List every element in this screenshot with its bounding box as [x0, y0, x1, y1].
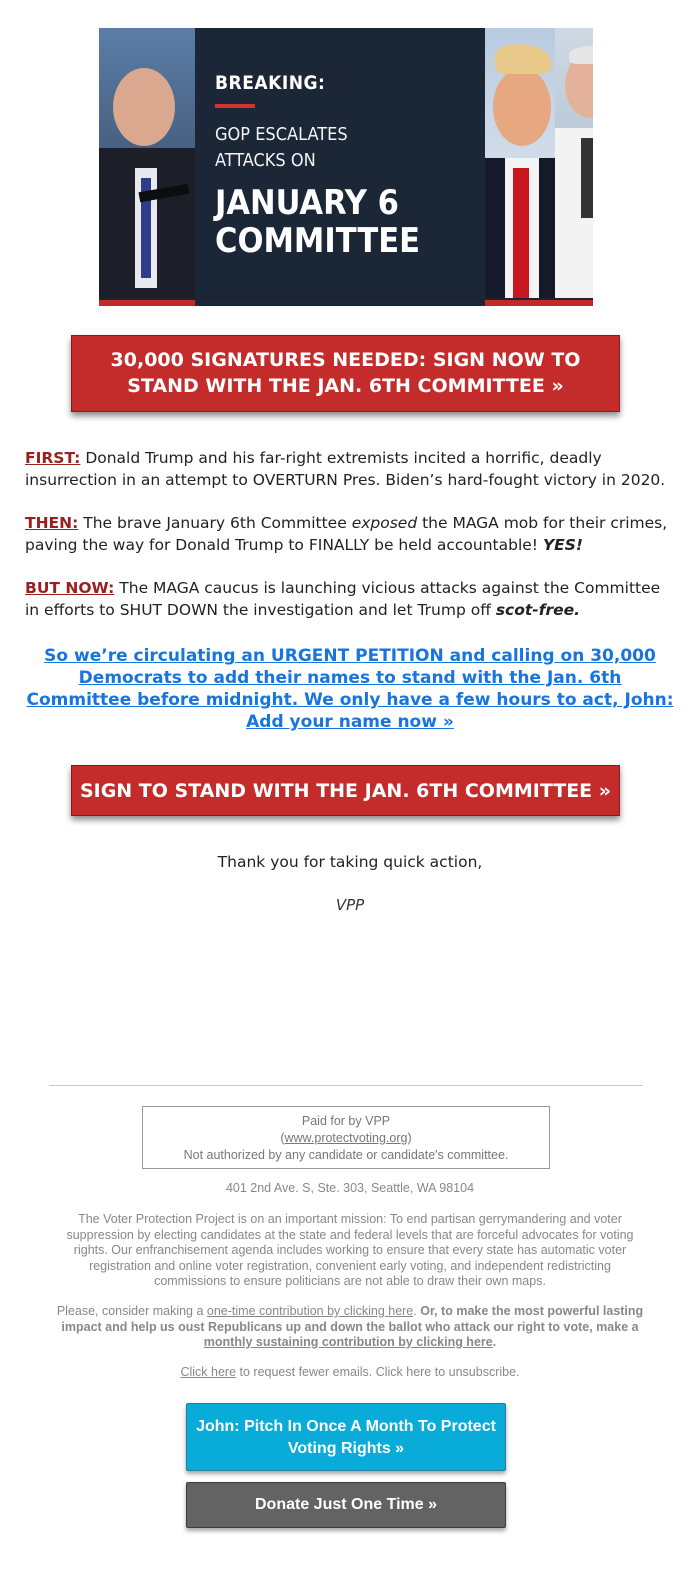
- not-authorized-text: Not authorized by any candidate or candidate's committee.: [183, 1148, 509, 1162]
- unsubscribe-link[interactable]: to request fewer emails. Click here to unsubscribe.: [236, 1365, 520, 1379]
- banner-photo-3: [555, 28, 593, 298]
- banner-accent-line: [215, 104, 255, 108]
- now-lead-link[interactable]: BUT NOW:: [25, 579, 115, 597]
- footer-divider: [49, 1085, 643, 1086]
- one-time-donate-button[interactable]: Donate Just One Time »: [186, 1482, 506, 1528]
- paragraph-first: FIRST: Donald Trump and his far-right extremists incited a horrific, deadly insurrection in an attempt to OVERTURN Pres. Biden’s hard-fought victory in 2020.: [25, 449, 666, 489]
- website-link[interactable]: www.protectvoting.org: [284, 1131, 408, 1145]
- banner-headline-2: COMMITTEE: [215, 221, 421, 261]
- banner-headline-1: JANUARY 6: [215, 183, 399, 223]
- banner-subtitle-1: GOP ESCALATES: [215, 124, 348, 145]
- mailing-address: 401 2nd Ave. S, Ste. 303, Seattle, WA 98104: [225, 1181, 475, 1195]
- monthly-donate-button[interactable]: John: Pitch In Once A Month To Protect Voting Rights »: [186, 1403, 506, 1471]
- sign-petition-bottom-button[interactable]: SIGN TO STAND WITH THE JAN. 6TH COMMITTEE »: [71, 765, 620, 816]
- mission-statement: The Voter Protection Project is on an important mission: To end partisan gerrymandering and voter suppression by electing candidates at the state and federal levels that are forceful advocates for voting rights. Our enfranchisement agenda includes working to ensure that every state has automatic voter registration and online voter registration, convenient early voting, and independent redistricting commissions to ensure politicians are not able to draw their own maps.: [66, 1212, 634, 1288]
- paid-for-text: Paid for by VPP: [301, 1114, 391, 1128]
- paid-for-box: Paid for by VPP (www.protectvoting.org) Not authorized by any candidate or candidate's committee.: [142, 1106, 550, 1169]
- then-lead-link[interactable]: THEN:: [25, 514, 79, 532]
- banner-text-panel: [195, 28, 485, 298]
- header-banner-image[interactable]: [99, 28, 593, 306]
- thank-you-text: Thank you for taking quick action,: [217, 853, 483, 871]
- first-lead-link[interactable]: FIRST:: [25, 449, 81, 467]
- unsubscribe-text: [55, 1365, 645, 1381]
- one-time-contribution-link[interactable]: one-time contribution by clicking here: [206, 1304, 414, 1318]
- paragraph-but-now: BUT NOW: The MAGA caucus is launching vicious attacks against the Committee in efforts to SHUT DOWN the investigation and let Trump off scot-free.: [25, 579, 661, 619]
- banner-photo-left: [99, 28, 195, 298]
- contribution-text: Please, consider making a one-time contribution by clicking here. Or, to make the most powerful lasting impact and help us oust Republicans up and down the ballot who attack our right to vote, make a monthly sustaining contribution by clicking here.: [56, 1304, 644, 1349]
- banner-subtitle-2: ATTACKS ON: [215, 150, 316, 171]
- urgent-petition-link[interactable]: So we’re circulating an URGENT PETITION and calling on 30,000 Democrats to add their names to stand with the Jan. 6th Committee before midnight. We only have a few hours to act, John: Add your name now »: [26, 646, 674, 732]
- banner-breaking-label: BREAKING:: [215, 72, 326, 94]
- fewer-emails-link[interactable]: Click here: [180, 1365, 237, 1379]
- banner-photo-2: [485, 28, 555, 298]
- signature: VPP: [335, 896, 365, 914]
- sign-petition-top-button[interactable]: 30,000 SIGNATURES NEEDED: SIGN NOW TO STAND WITH THE JAN. 6TH COMMITTEE »: [71, 335, 620, 412]
- paragraph-then: THEN: The brave January 6th Committee exposed the MAGA mob for their crimes, paving the way for Donald Trump to FINALLY be held accountable! YES!: [25, 514, 668, 554]
- monthly-contribution-link[interactable]: monthly sustaining contribution by clicking here: [203, 1335, 493, 1349]
